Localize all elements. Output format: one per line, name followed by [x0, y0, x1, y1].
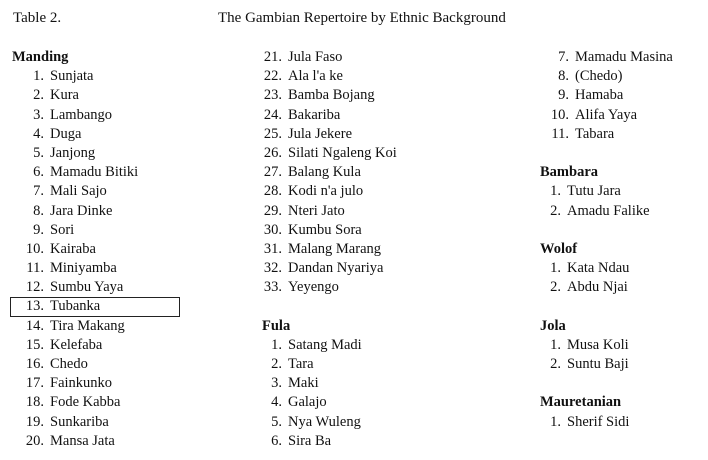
item-number: 16. — [25, 356, 44, 372]
ethnic-group — [538, 48, 703, 144]
item-name: Maki — [288, 375, 319, 392]
item-name: Kumbu Sora — [288, 221, 362, 238]
item-name: Kodi n'a julo — [288, 183, 364, 200]
item-name: Sherif Sidi — [567, 413, 630, 430]
item-number: 3. — [33, 106, 44, 123]
item-number: 6. — [271, 432, 282, 449]
table-title: The Gambian Repertoire by Ethnic Background — [218, 10, 506, 26]
group-heading: Jola — [540, 317, 566, 334]
item-name: Mali Sajo — [50, 183, 107, 200]
group-spacer — [538, 144, 703, 163]
list-item — [260, 240, 510, 259]
item-name: Kata Ndau — [567, 260, 630, 277]
item-name: Tabara — [575, 125, 615, 142]
ethnic-group — [538, 221, 703, 298]
list-item — [260, 163, 510, 182]
repertoire-column-1 — [10, 48, 200, 451]
item-name: Tira Makang — [50, 317, 125, 334]
item-name: Bakariba — [288, 106, 341, 123]
item-number: 11. — [26, 260, 44, 277]
item-name: Silati Ngaleng Koi — [288, 144, 397, 161]
item-number: 19. — [25, 413, 44, 430]
list-item — [10, 163, 200, 182]
item-number: 20. — [25, 432, 44, 449]
item-name: Sumbu Yaya — [50, 279, 124, 296]
list-item — [538, 125, 703, 144]
ethnic-group — [260, 48, 510, 297]
list-item — [538, 48, 703, 67]
item-number: 13. — [25, 298, 44, 315]
item-number: 18. — [25, 394, 44, 411]
item-number: 2. — [550, 356, 561, 372]
list-item — [538, 202, 703, 221]
item-number: 25. — [263, 125, 282, 142]
item-number: 30. — [263, 221, 282, 238]
list-item — [10, 67, 200, 86]
list-item — [538, 413, 703, 432]
list-item — [10, 240, 200, 259]
list-item — [10, 106, 200, 125]
item-name: Amadu Falike — [567, 202, 650, 219]
item-name: Abdu Njai — [567, 279, 628, 296]
list-item — [538, 355, 703, 374]
group-heading: Fula — [262, 317, 291, 334]
list-item — [10, 413, 200, 432]
item-name: Tara — [288, 356, 314, 372]
highlighted-list-item — [10, 297, 180, 316]
list-item — [538, 86, 703, 105]
item-number: 1. — [550, 413, 561, 430]
item-name: Jara Dinke — [50, 202, 113, 219]
item-number: 4. — [271, 394, 282, 411]
list-item — [10, 144, 200, 163]
group-spacer — [538, 297, 703, 316]
list-item — [260, 221, 510, 240]
item-name: Kura — [50, 87, 79, 104]
item-number: 1. — [550, 336, 561, 353]
item-number: 1. — [271, 336, 282, 353]
item-number: 10. — [25, 240, 44, 257]
list-item — [10, 125, 200, 144]
item-number: 23. — [263, 87, 282, 104]
item-number: 27. — [263, 164, 282, 181]
group-heading: Manding — [12, 49, 69, 65]
item-number: 17. — [25, 375, 44, 392]
list-item — [260, 336, 510, 355]
item-name: Janjong — [50, 144, 96, 161]
item-name: Lambango — [50, 106, 113, 123]
item-name: Mamadu Bitiki — [50, 164, 139, 181]
item-name: Malang Marang — [288, 240, 382, 257]
item-number: 1. — [550, 260, 561, 277]
item-number: 15. — [25, 336, 44, 353]
list-item — [10, 278, 200, 297]
list-item — [538, 278, 703, 297]
item-number: 9. — [33, 221, 44, 238]
list-item — [260, 413, 510, 432]
item-name: Tutu Jara — [567, 183, 621, 200]
list-item — [260, 125, 510, 144]
list-item — [10, 355, 200, 374]
item-number: 5. — [33, 144, 44, 161]
item-name: Alifa Yaya — [575, 106, 638, 123]
item-name: Chedo — [50, 356, 88, 372]
list-item — [10, 182, 200, 201]
item-name: Nya Wuleng — [288, 413, 361, 430]
list-item — [538, 106, 703, 125]
table-label: Table 2. — [13, 10, 62, 26]
item-name: Nteri Jato — [288, 202, 345, 219]
list-item — [10, 221, 200, 240]
list-item — [260, 278, 510, 297]
list-item — [10, 202, 200, 221]
item-number: 2. — [33, 87, 44, 104]
ethnic-group — [538, 374, 703, 432]
item-name: Balang Kula — [288, 164, 361, 181]
item-number: 7. — [33, 183, 44, 200]
list-item — [260, 374, 510, 393]
list-item — [260, 144, 510, 163]
item-number: 1. — [33, 68, 44, 85]
list-item — [260, 182, 510, 201]
ethnic-group — [538, 297, 703, 374]
item-name: Ala l'a ke — [288, 68, 343, 85]
group-heading: Mauretanian — [540, 394, 622, 411]
item-number: 28. — [263, 183, 282, 200]
list-item — [260, 202, 510, 221]
item-number: 22. — [263, 68, 282, 85]
item-name: Satang Madi — [288, 336, 362, 353]
item-name: Mamadu Masina — [575, 49, 673, 65]
list-item — [260, 432, 510, 451]
list-item — [538, 259, 703, 278]
group-heading: Wolof — [540, 240, 578, 257]
ethnic-group — [260, 297, 510, 451]
item-name: Yeyengo — [288, 279, 339, 296]
item-name: Musa Koli — [567, 336, 629, 353]
item-number: 12. — [25, 279, 44, 296]
item-number: 24. — [263, 106, 282, 123]
item-number: 2. — [550, 279, 561, 296]
repertoire-column-3 — [538, 48, 703, 432]
item-name: Miniyamba — [50, 260, 117, 277]
item-number: 5. — [271, 413, 282, 430]
item-name: Jula Jekere — [288, 125, 353, 142]
item-number: 33. — [263, 279, 282, 296]
list-item — [260, 259, 510, 278]
item-number: 14. — [25, 317, 44, 334]
item-name: Duga — [50, 125, 82, 142]
item-name: Sira Ba — [288, 432, 332, 449]
list-item — [538, 67, 703, 86]
group-spacer — [538, 221, 703, 240]
item-name: Bamba Bojang — [288, 87, 375, 104]
list-item — [260, 86, 510, 105]
item-name: Kairaba — [50, 240, 96, 257]
group-heading: Bambara — [540, 164, 598, 181]
list-item — [10, 393, 200, 412]
list-item — [260, 393, 510, 412]
item-name: Galajo — [288, 394, 327, 411]
item-number: 6. — [33, 164, 44, 181]
item-name: Sunkariba — [50, 413, 109, 430]
group-spacer — [260, 297, 510, 316]
item-name: Fode Kabba — [50, 394, 121, 411]
item-number: 10. — [550, 106, 569, 123]
item-number: 7. — [558, 49, 569, 65]
item-name: Kelefaba — [50, 336, 103, 353]
ethnic-group — [10, 48, 200, 451]
list-item — [10, 374, 200, 393]
item-name: Sori — [50, 221, 75, 238]
item-number: 21. — [263, 49, 282, 65]
item-name: Fainkunko — [50, 375, 113, 392]
list-item — [10, 259, 200, 278]
item-number: 8. — [33, 202, 44, 219]
list-item — [538, 336, 703, 355]
list-item — [260, 355, 510, 374]
item-number: 31. — [263, 240, 282, 257]
list-item — [260, 67, 510, 86]
item-number: 4. — [33, 125, 44, 142]
item-name: Dandan Nyariya — [288, 260, 384, 277]
list-item — [10, 317, 200, 336]
repertoire-column-2 — [260, 48, 510, 451]
list-item — [10, 86, 200, 105]
item-name: Mansa Jata — [50, 432, 115, 449]
ethnic-group — [538, 144, 703, 221]
item-name: Suntu Baji — [567, 356, 629, 372]
item-number: 8. — [558, 68, 569, 85]
item-name: Tubanka — [50, 298, 101, 315]
item-number: 9. — [558, 87, 569, 104]
list-item — [10, 336, 200, 355]
item-number: 11. — [551, 125, 569, 142]
item-name: Sunjata — [50, 68, 94, 85]
list-item — [260, 106, 510, 125]
item-number: 26. — [263, 144, 282, 161]
item-number: 1. — [550, 183, 561, 200]
list-item — [10, 432, 200, 451]
list-item — [260, 48, 510, 67]
item-name: Jula Faso — [288, 49, 343, 65]
item-number: 29. — [263, 202, 282, 219]
item-name: Hamaba — [575, 87, 624, 104]
item-number: 2. — [271, 356, 282, 372]
item-number: 2. — [550, 202, 561, 219]
item-name: (Chedo) — [575, 68, 623, 85]
list-item — [538, 182, 703, 201]
item-number: 3. — [271, 375, 282, 392]
group-spacer — [538, 374, 703, 393]
item-number: 32. — [263, 260, 282, 277]
